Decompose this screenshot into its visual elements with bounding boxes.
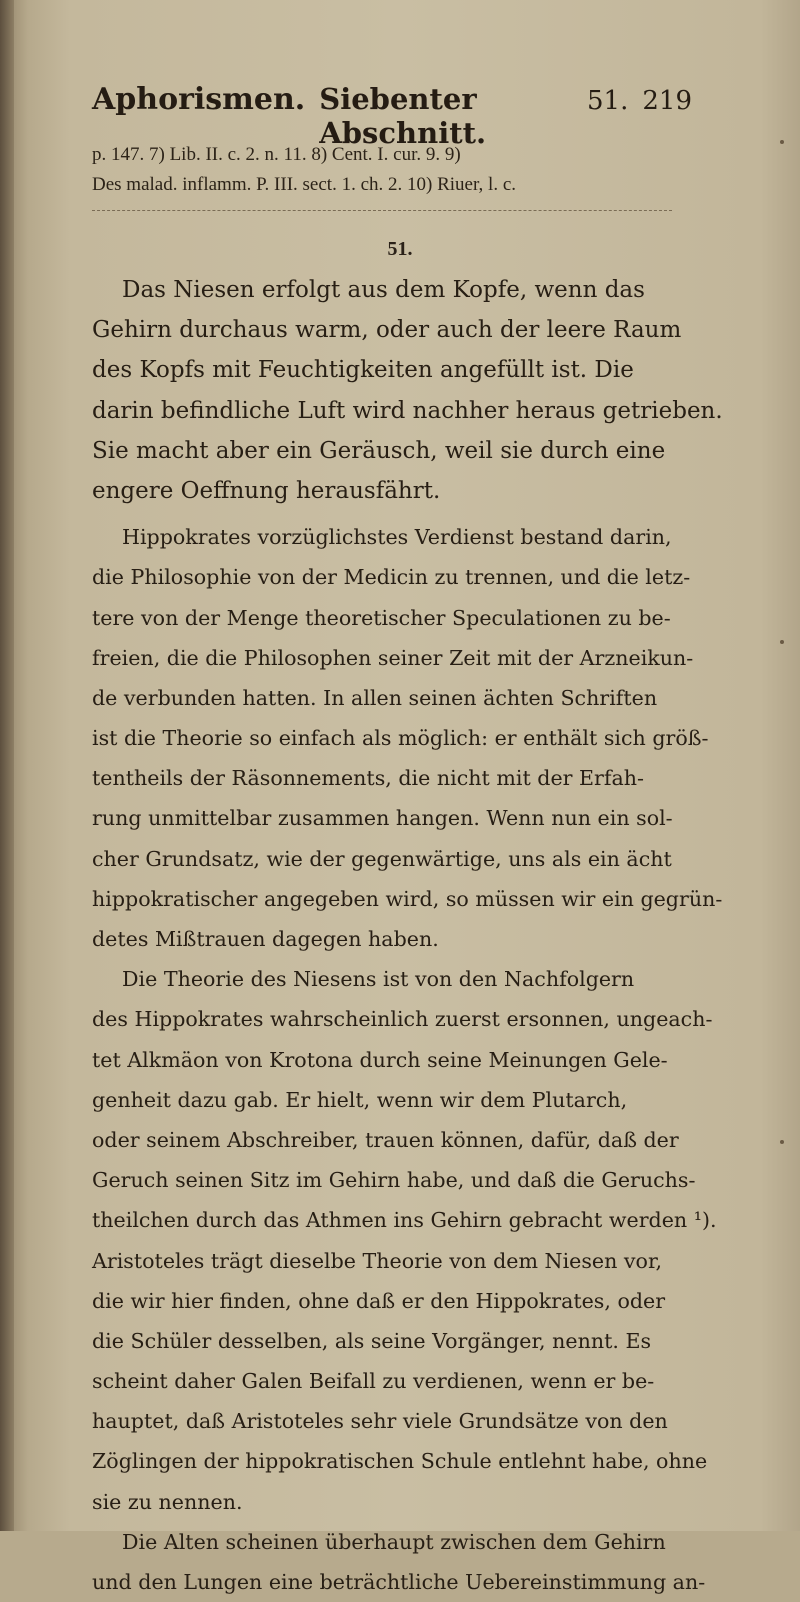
header-section: Siebenter Abschnitt. <box>319 82 487 150</box>
text-line: tet Alkmäon von Krotona durch seine Meinungen Gele- <box>92 1047 668 1072</box>
text-line: scheint daher Galen Beifall zu verdienen, wenn er be- <box>92 1369 655 1394</box>
text-line: tere von der Menge theoretischer Speculationen zu be- <box>92 605 671 630</box>
separator-rule <box>92 210 672 211</box>
text-line: hippokratischer angegeben wird, so müssen wir ein gegrün- <box>92 886 723 911</box>
footnote-block <box>92 140 692 200</box>
text-line: freien, die die Philosophen seiner Zeit mit der Arzneikun- <box>92 645 694 670</box>
text-line: darin befindliche Luft wird nachher heraus getrieben. <box>92 397 723 424</box>
text-line: Sie macht aber ein Geräusch, weil sie durch eine <box>92 437 666 464</box>
text-line: oder seinem Abschreiber, trauen können, dafür, daß der <box>92 1127 679 1152</box>
body-text <box>92 270 723 1602</box>
paper-specks <box>780 140 788 1340</box>
text-line: detes Mißtrauen dagegen haben. <box>92 927 439 951</box>
text-line: theilchen durch das Athmen ins Gehirn gebracht werden ¹). <box>92 1208 717 1233</box>
text-line: genheit dazu gab. Er hielt, wenn wir dem Plutarch, <box>92 1087 628 1112</box>
footnote-line: Des malad. inflamm. P. III. sect. 1. ch. 2. 10) Riuer, l. c. <box>92 174 517 195</box>
text-line: Zöglingen der hippokratischen Schule entlehnt habe, ohne <box>92 1449 708 1474</box>
text-line: Geruch seinen Sitz im Gehirn habe, und daß die Geruchs- <box>92 1168 696 1193</box>
running-header <box>92 82 692 150</box>
text-line: engere Oeffnung herausfährt. <box>92 477 441 504</box>
text-line: Die Alten scheinen überhaupt zwischen dem Gehirn <box>122 1529 666 1554</box>
text-line: sie zu nennen. <box>92 1489 243 1514</box>
text-line: des Hippokrates wahrscheinlich zuerst ersonnen, ungeach- <box>92 1007 713 1032</box>
text-line: Die Theorie des Niesens ist von den Nachfolgern <box>122 967 635 992</box>
text-line: die Philosophie von der Medicin zu trennen, und die letz- <box>92 565 691 590</box>
section-number: 51. <box>387 238 413 260</box>
text-line: die wir hier finden, ohne daß er den Hippokrates, oder <box>92 1288 666 1313</box>
text-line: die Schüler desselben, als seine Vorgänger, nennt. Es <box>92 1328 652 1353</box>
text-line: hauptet, daß Aristoteles sehr viele Grundsätze von den <box>92 1409 668 1434</box>
footnote-line: p. 147. 7) Lib. II. c. 2. n. 11. 8) Cent. I. cur. 9. 9) <box>92 144 461 165</box>
text-line: Hippokrates vorzüglichstes Verdienst bestand darin, <box>122 525 672 550</box>
text-line: Das Niesen erfolgt aus dem Kopfe, wenn das <box>122 277 645 303</box>
text-line: und den Lungen eine beträchtliche Uebereinstimmung an- <box>92 1570 706 1594</box>
text-line: cher Grundsatz, wie der gegenwärtige, uns als ein ächt <box>92 846 672 871</box>
header-title: Aphorismen. <box>92 82 306 117</box>
text-line: rung unmittelbar zusammen hangen. Wenn nun ein sol- <box>92 806 673 831</box>
page-binding-edge <box>0 0 14 1531</box>
text-line: des Kopfs mit Feuchtigkeiten angefüllt ist. Die <box>92 357 634 384</box>
text-line: ist die Theorie so einfach als möglich: er enthält sich größ- <box>92 726 709 751</box>
text-line: Gehirn durchaus warm, oder auch der leere Raum <box>92 317 682 344</box>
text-line: de verbunden hatten. In allen seinen ächten Schriften <box>92 685 658 710</box>
text-line: Aristoteles trägt dieselbe Theorie von dem Niesen vor, <box>92 1248 663 1273</box>
header-aphorism-number: 51. <box>587 86 629 116</box>
page-number: 219 <box>642 86 692 116</box>
text-line: tentheils der Räsonnements, die nicht mit der Erfah- <box>92 766 645 791</box>
